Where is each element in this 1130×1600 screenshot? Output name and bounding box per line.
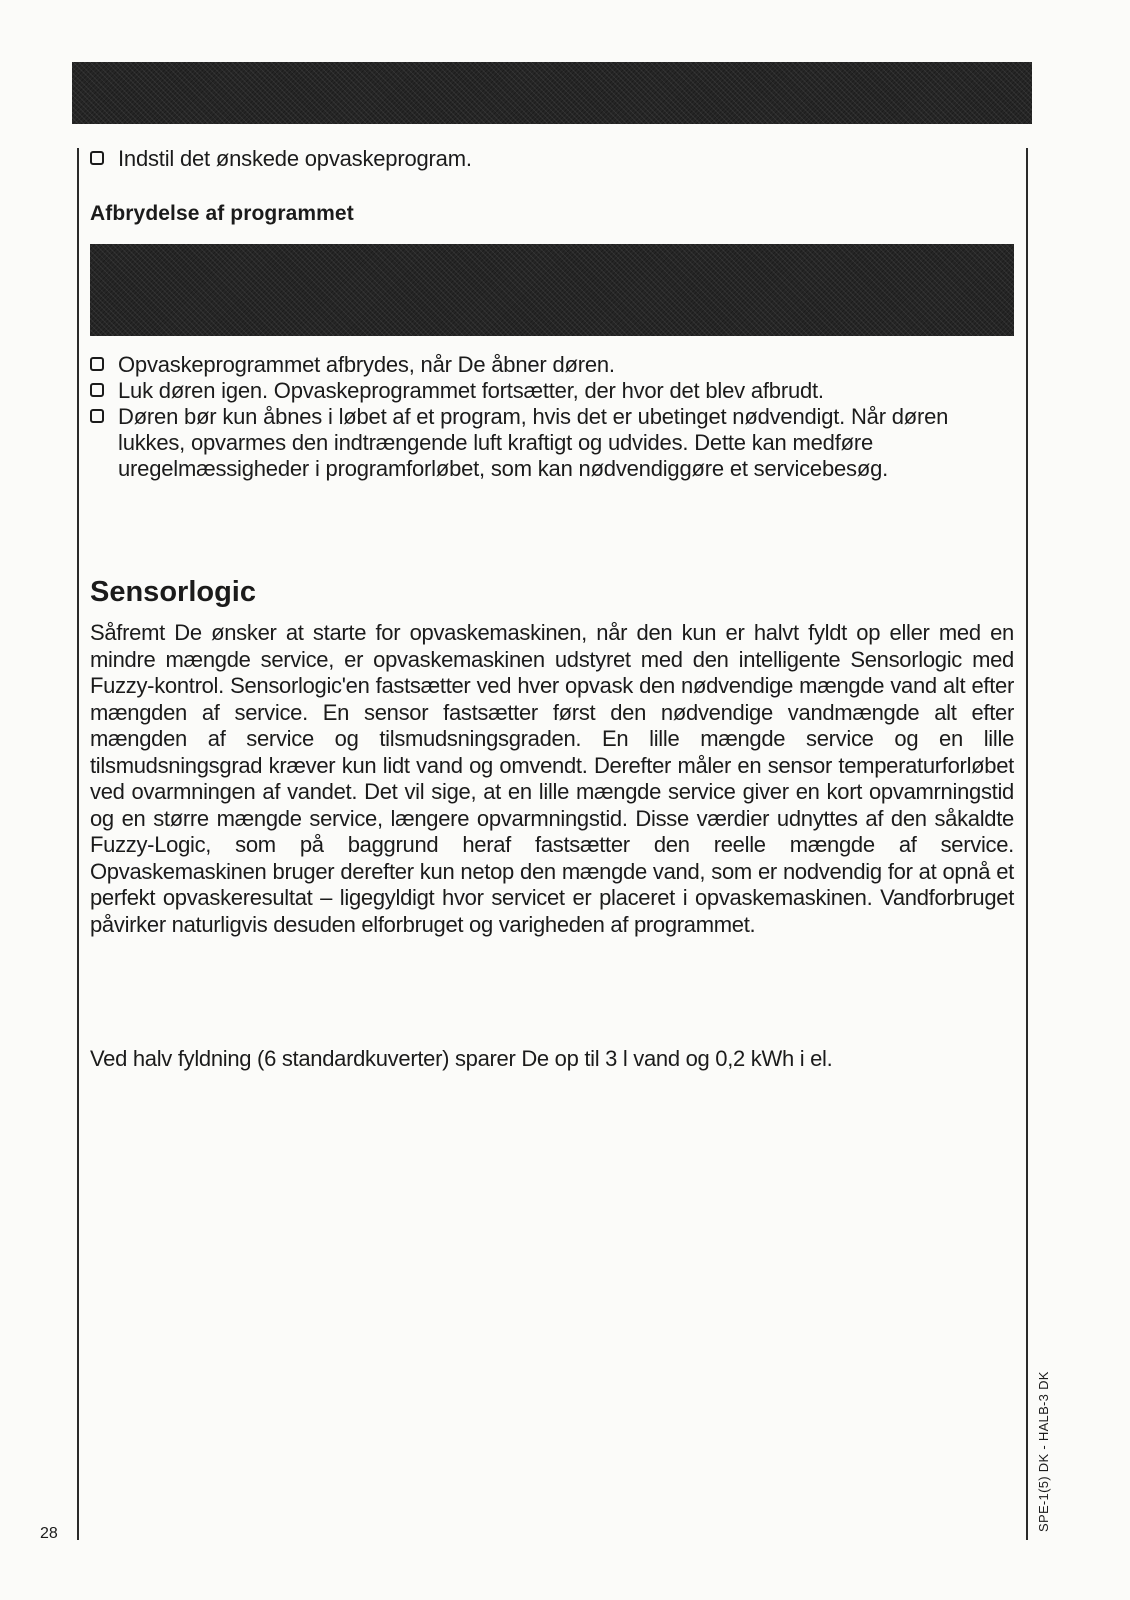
bullet-text: Opvaskeprogrammet afbrydes, når De åbner døren. <box>118 352 615 377</box>
page-number: 28 <box>40 1525 58 1542</box>
bullet-item <box>90 378 1018 404</box>
body-paragraph: Såfremt De ønsker at starte for opvaskemaskinen, når den kun er halvt fyldt op eller med en mindre mængde service, er opvaskemaskinen udstyret med den intelligente Sensorlogic med Fuzzy-kontrol. Sensorlogic'en fastsætter ved hver opvask den nødvendige mængde vand alt efter mængden af service. En sensor fastsætter først den nødvendige vandmængde alt efter mængden af service og tilsmudsningsgraden. En lille mængde service og en lille tilsmudsningsgrad kræver kun lidt vand og omvendt. Derefter måler en sensor temperaturforløbet ved ovarmningen af vandet. Det vil sige, at en lille mængde service giver en kort opvamrningstid og en større mængde service, længere opvarmningstid. Disse værdier udnyttes af den såkaldte Fuzzy-Logic, som på baggrund heraf fastsætter den reelle mængde af service. Opvaskemaskinen bruger derefter kun netop den mængde vand, som er nodvendig for at opnå et perfekt opvaskeresultat – ligegyldigt hvor servicet er placeret i opvaskemaskinen. Vandforbruget påvirker naturligvis desuden elforbruget og varigheden af programmet. <box>90 620 1014 937</box>
checkbox-bullet-icon <box>90 409 104 423</box>
checkbox-bullet-icon <box>90 151 104 165</box>
left-margin-rule <box>77 148 79 1540</box>
bullet-text: Døren bør kun åbnes i løbet af et program, hvis det er ubetinget nødvendigt. Når døren lukkes, opvarmes den indtrængende luft kraftigt og udvides. Dette kan medføre uregelmæssigheder i programforløbet, som kan nødvendiggøre et servicebesøg. <box>118 404 949 481</box>
bullet-item <box>90 404 1018 482</box>
bullet-item <box>90 352 1018 378</box>
bullet-text: Luk døren igen. Opvaskeprogrammet fortsætter, der hvor det blev afbrudt. <box>118 378 824 403</box>
checkbox-bullet-icon <box>90 357 104 371</box>
bullet-item <box>90 146 1018 172</box>
image-placeholder-bar <box>90 244 1014 336</box>
bullet-text: Indstil det ønskede opvaskeprogram. <box>118 146 472 171</box>
right-margin-rule <box>1026 148 1028 1540</box>
body-paragraph: Ved halv fyldning (6 standardkuverter) sparer De op til 3 l vand og 0,2 kWh i el. <box>90 1046 833 1071</box>
checkbox-bullet-icon <box>90 383 104 397</box>
section-title: Sensorlogic <box>90 576 256 608</box>
document-code: SPE-1(5) DK - HALB-3 DK <box>1036 1371 1051 1532</box>
section-heading: Afbrydelse af programmet <box>90 202 354 225</box>
header-black-bar <box>72 62 1032 124</box>
